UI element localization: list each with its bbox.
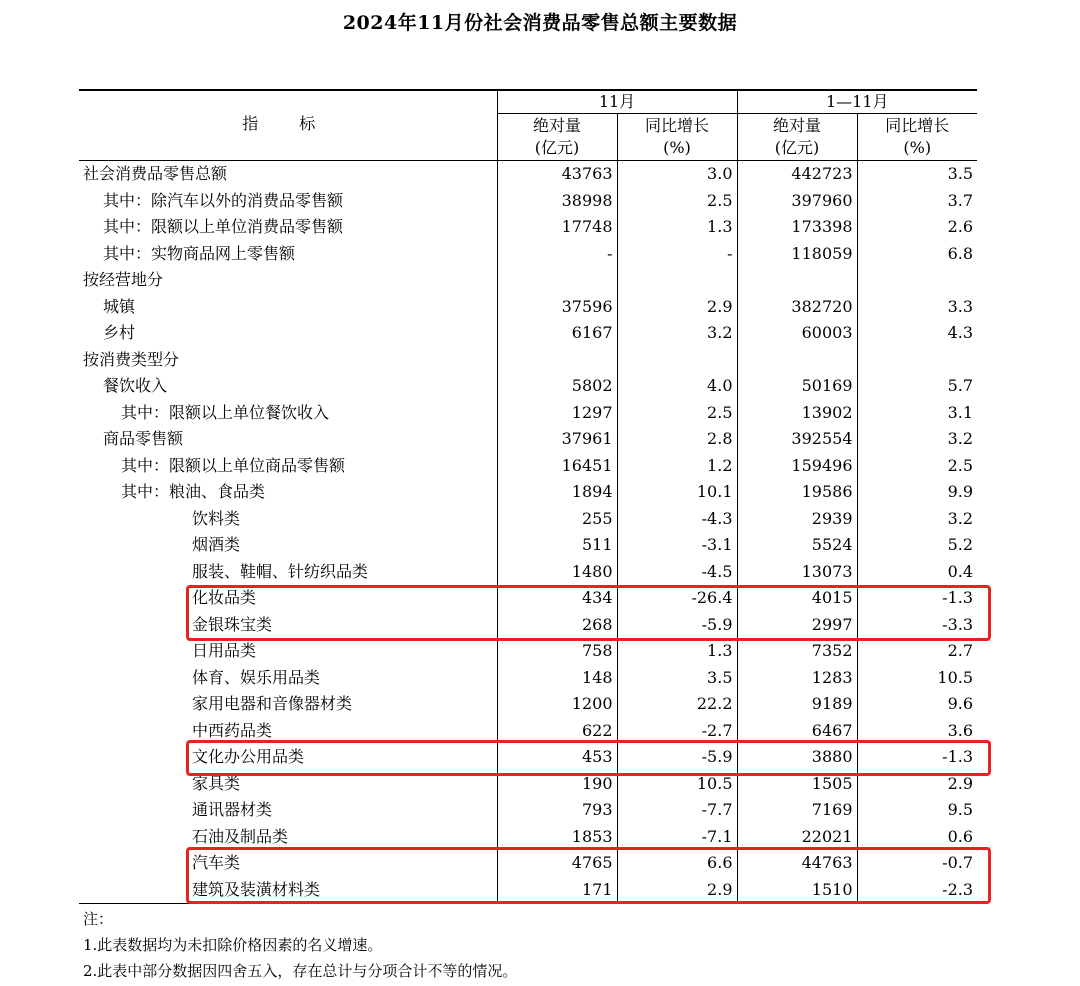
cell-ytd-yoy: 3.2 [857,426,977,453]
cell-nov-absolute: 37596 [497,294,617,321]
row-label: 其中：限额以上单位商品零售额 [121,455,346,475]
table-body [79,161,977,904]
cell-nov-absolute [497,267,617,294]
cell-ytd-yoy [857,347,977,374]
cell-nov-absolute: 43763 [497,161,617,188]
cell-ytd-yoy: 0.6 [857,824,977,851]
cell-ytd-absolute: 1283 [737,665,857,692]
cell-nov-absolute: 1853 [497,824,617,851]
cell-ytd-absolute: 397960 [737,188,857,215]
cell-nov-yoy: 2.5 [617,188,737,215]
table-row [79,797,977,824]
cell-nov-yoy: 3.0 [617,161,737,188]
table-row [79,320,977,347]
cell-nov-absolute: 38998 [497,188,617,215]
cell-ytd-yoy: 3.1 [857,400,977,427]
header-unit: (亿元) [774,138,820,157]
cell-nov-absolute: 453 [497,744,617,771]
cell-ytd-yoy: 6.8 [857,241,977,268]
cell-nov-yoy: 4.0 [617,373,737,400]
cell-ytd-yoy: 4.3 [857,320,977,347]
cell-ytd-absolute: 9189 [737,691,857,718]
table-row [79,532,977,559]
row-label: 化妆品类 [192,588,257,608]
cell-ytd-absolute: 19586 [737,479,857,506]
cell-nov-absolute: 793 [497,797,617,824]
cell-nov-absolute: 434 [497,585,617,612]
row-label: 家具类 [192,773,241,793]
row-label: 日用品类 [192,641,257,661]
row-label: 商品零售额 [103,429,184,449]
row-label: 按经营地分 [83,270,164,290]
cell-nov-yoy: 3.2 [617,320,737,347]
row-label: 中西药品类 [192,720,273,740]
cell-nov-yoy: 1.3 [617,638,737,665]
cell-ytd-yoy: 2.6 [857,214,977,241]
cell-nov-yoy: -2.7 [617,718,737,745]
cell-ytd-yoy: 9.5 [857,797,977,824]
cell-nov-absolute: 148 [497,665,617,692]
cell-ytd-yoy: 3.3 [857,294,977,321]
cell-nov-absolute: 37961 [497,426,617,453]
cell-ytd-yoy: 3.5 [857,161,977,188]
indicator-header: 指 标 [79,90,497,161]
cell-nov-yoy: - [617,241,737,268]
cell-nov-absolute: 190 [497,771,617,798]
table-row [79,241,977,268]
table-row [79,347,977,374]
table-row [79,161,977,188]
table-row [79,479,977,506]
cell-ytd-yoy: 5.7 [857,373,977,400]
cell-ytd-absolute: 44763 [737,850,857,877]
cell-nov-yoy: 2.5 [617,400,737,427]
row-label: 其中：限额以上单位餐饮收入 [121,402,330,422]
header-group-ytd: 1—11月 [737,90,977,114]
cell-ytd-yoy: 2.5 [857,453,977,480]
cell-nov-yoy: 1.2 [617,453,737,480]
cell-nov-yoy: 10.1 [617,479,737,506]
row-label: 烟酒类 [192,535,241,555]
highlight-box [186,585,991,641]
cell-ytd-absolute: 1510 [737,877,857,904]
table-row [79,188,977,215]
cell-ytd-absolute: 382720 [737,294,857,321]
cell-ytd-absolute [737,347,857,374]
cell-nov-yoy: -26.4 [617,585,737,612]
row-label: 餐饮收入 [103,376,168,396]
cell-nov-absolute: 1894 [497,479,617,506]
cell-ytd-absolute: 13073 [737,559,857,586]
row-label: 社会消费品零售总额 [83,164,228,184]
cell-ytd-absolute: 392554 [737,426,857,453]
cell-ytd-yoy: 5.2 [857,532,977,559]
header-ytd-yoy [857,114,977,161]
cell-nov-yoy: -5.9 [617,744,737,771]
cell-nov-absolute: 6167 [497,320,617,347]
cell-ytd-yoy: -1.3 [857,585,977,612]
header-label: 同比增长 [885,116,950,135]
cell-nov-yoy: 1.3 [617,214,737,241]
table-row [79,453,977,480]
cell-nov-yoy: -5.9 [617,612,737,639]
cell-nov-absolute: 17748 [497,214,617,241]
cell-nov-yoy: -4.3 [617,506,737,533]
header-unit: (%) [663,138,691,157]
cell-nov-absolute: 255 [497,506,617,533]
cell-nov-yoy: 2.8 [617,426,737,453]
row-label: 城镇 [103,296,136,316]
notes-label: 注： [83,910,114,928]
cell-ytd-absolute: 2939 [737,506,857,533]
cell-ytd-absolute: 173398 [737,214,857,241]
highlight-box [186,847,991,904]
cell-ytd-yoy: 0.4 [857,559,977,586]
cell-ytd-absolute: 13902 [737,400,857,427]
table-row [79,691,977,718]
cell-ytd-yoy: 10.5 [857,665,977,692]
cell-nov-yoy: 10.5 [617,771,737,798]
cell-ytd-yoy: 3.2 [857,506,977,533]
row-label: 其中：实物商品网上零售额 [103,243,296,263]
row-label: 通讯器材类 [192,800,273,820]
cell-nov-yoy: -7.7 [617,797,737,824]
row-label: 其中：除汽车以外的消费品零售额 [103,190,344,210]
cell-ytd-yoy: -0.7 [857,850,977,877]
header-group-november: 11月 [497,90,737,114]
cell-nov-yoy: 6.6 [617,850,737,877]
header-label: 绝对量 [772,116,821,135]
row-label: 文化办公用品类 [192,747,305,767]
cell-ytd-absolute: 1505 [737,771,857,798]
row-label: 建筑及装潢材料类 [79,877,497,904]
cell-ytd-absolute: 2997 [737,612,857,639]
row-label: 体育、娱乐用品类 [192,667,321,687]
cell-ytd-absolute: 4015 [737,585,857,612]
row-label: 汽车类 [192,853,241,873]
header-nov-yoy [617,114,737,161]
cell-nov-yoy: -4.5 [617,559,737,586]
cell-nov-absolute: 1200 [497,691,617,718]
cell-ytd-absolute: 118059 [737,241,857,268]
cell-nov-absolute: 5802 [497,373,617,400]
table-row [79,214,977,241]
row-label: 饮料类 [192,508,241,528]
cell-ytd-yoy [857,267,977,294]
cell-nov-absolute [497,347,617,374]
cell-nov-yoy: 2.9 [617,877,737,904]
cell-nov-yoy: 3.5 [617,665,737,692]
header-nov-absolute [497,114,617,161]
cell-ytd-yoy: 9.6 [857,691,977,718]
cell-ytd-yoy: 2.7 [857,638,977,665]
cell-nov-absolute: 758 [497,638,617,665]
table-row [79,400,977,427]
cell-ytd-absolute: 5524 [737,532,857,559]
cell-nov-absolute: 16451 [497,453,617,480]
cell-ytd-yoy: -1.3 [857,744,977,771]
cell-nov-absolute: 171 [497,877,617,904]
cell-nov-absolute: 4765 [497,850,617,877]
cell-ytd-absolute: 7352 [737,638,857,665]
cell-ytd-absolute [737,267,857,294]
data-table [79,89,977,904]
cell-ytd-absolute: 60003 [737,320,857,347]
header-label: 同比增长 [644,116,709,135]
table-row [79,638,977,665]
note-item: 2.此表中部分数据因四舍五入，存在总计与分项合计不等的情况。 [83,962,518,980]
highlight-box [186,740,991,776]
cell-ytd-absolute: 159496 [737,453,857,480]
cell-ytd-absolute: 22021 [737,824,857,851]
cell-ytd-absolute: 7169 [737,797,857,824]
cell-ytd-absolute: 6467 [737,718,857,745]
cell-nov-absolute: 1480 [497,559,617,586]
notes [83,906,517,984]
header-unit: (%) [903,138,932,157]
cell-ytd-absolute: 442723 [737,161,857,188]
header-label: 绝对量 [532,116,581,135]
cell-ytd-yoy: 2.9 [857,771,977,798]
header-unit: (亿元) [534,138,580,157]
table-row [79,665,977,692]
cell-ytd-yoy: 3.7 [857,188,977,215]
row-label: 石油及制品类 [192,826,289,846]
row-label: 金银珠宝类 [192,614,273,634]
table-row [79,267,977,294]
cell-nov-yoy: 22.2 [617,691,737,718]
row-label: 服装、鞋帽、针纺织品类 [192,561,369,581]
row-label: 其中：粮油、食品类 [121,482,266,502]
row-label: 家用电器和音像器材类 [192,694,353,714]
page-title: 2024年11月份社会消费品零售总额主要数据 [342,12,738,34]
cell-ytd-absolute: 3880 [737,744,857,771]
row-label: 按消费类型分 [83,349,180,369]
table-row [79,373,977,400]
header-ytd-absolute [737,114,857,161]
cell-ytd-absolute: 50169 [737,373,857,400]
table-row [79,506,977,533]
cell-nov-yoy: -3.1 [617,532,737,559]
cell-nov-yoy: 2.9 [617,294,737,321]
cell-nov-absolute: - [497,241,617,268]
cell-nov-absolute: 622 [497,718,617,745]
cell-ytd-yoy: 3.6 [857,718,977,745]
table-row [79,426,977,453]
cell-nov-yoy: -7.1 [617,824,737,851]
table-row [79,559,977,586]
cell-nov-absolute: 1297 [497,400,617,427]
cell-nov-absolute: 511 [497,532,617,559]
row-label: 乡村 [103,323,136,343]
cell-nov-yoy [617,267,737,294]
row-label: 其中：限额以上单位消费品零售额 [103,217,344,237]
cell-nov-yoy [617,347,737,374]
note-item: 1.此表数据均为未扣除价格因素的名义增速。 [83,936,383,954]
table-row [79,294,977,321]
cell-ytd-yoy: -3.3 [857,612,977,639]
cell-ytd-yoy: -2.3 [857,877,977,904]
cell-ytd-yoy: 9.9 [857,479,977,506]
cell-nov-absolute: 268 [497,612,617,639]
